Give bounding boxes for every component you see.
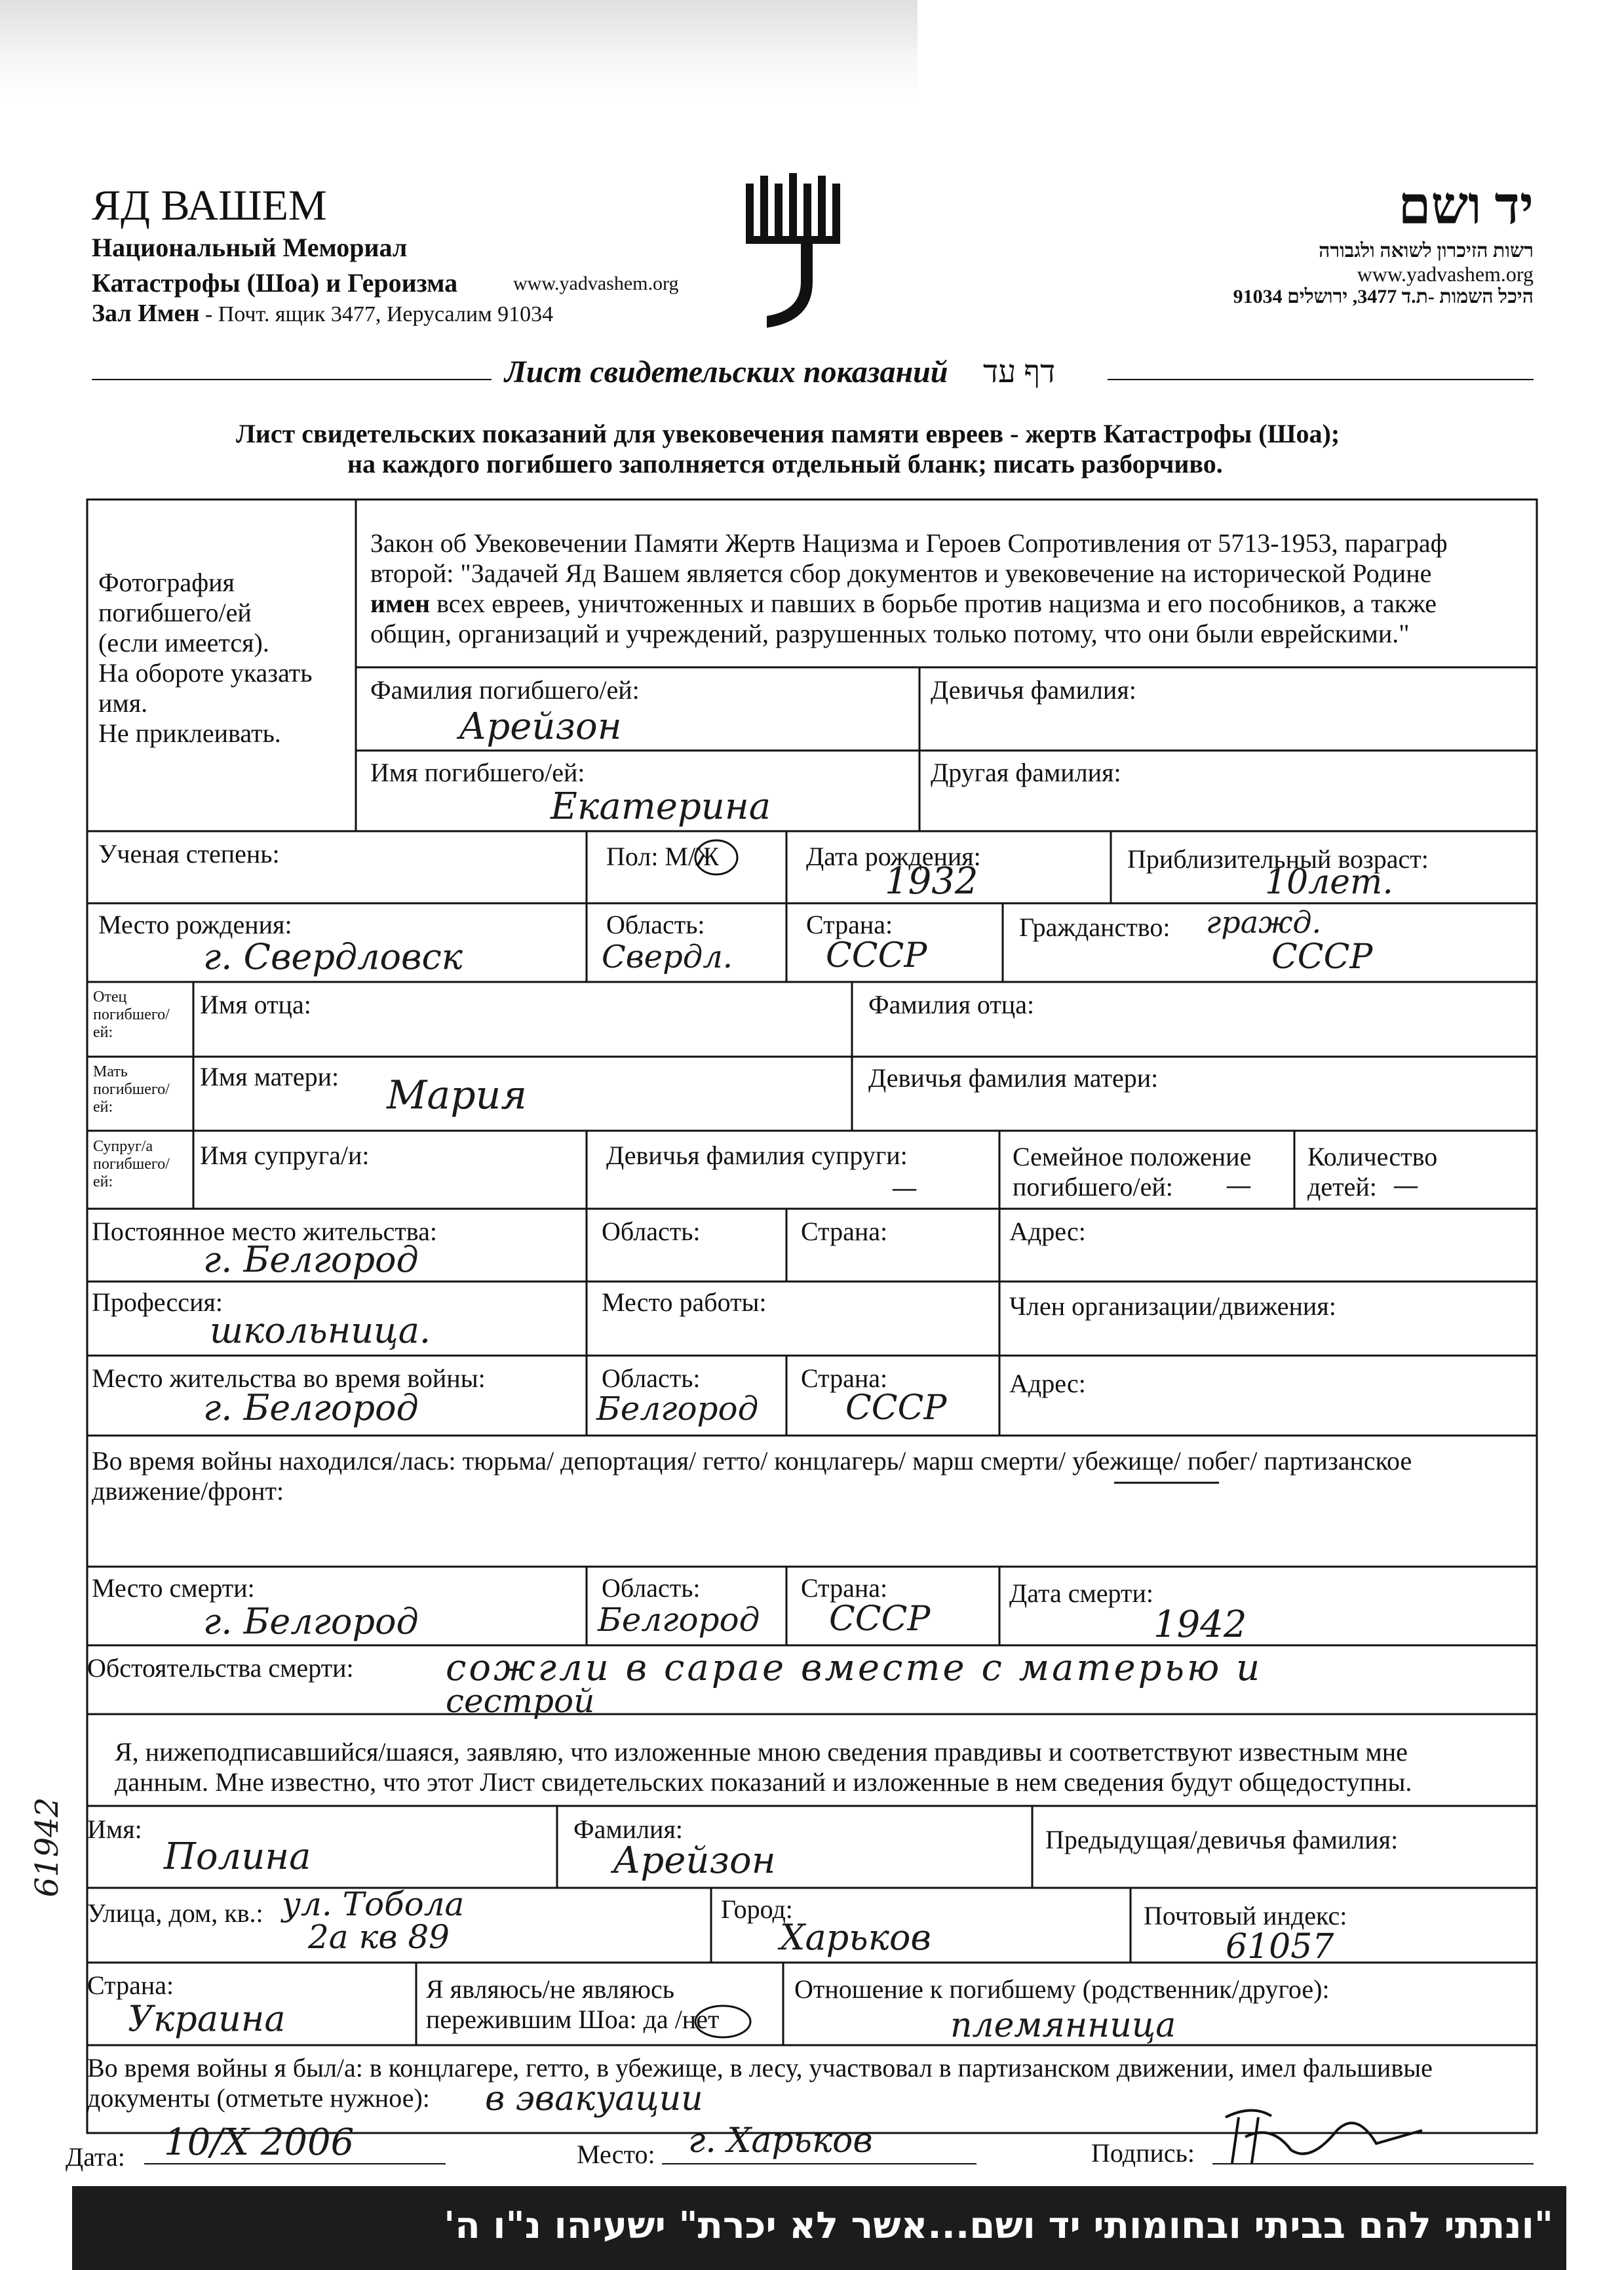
degree-label: Ученая степень: — [98, 839, 280, 869]
war-residence-value[interactable]: г. Белгород — [203, 1387, 419, 1428]
death-date-value[interactable]: 1942 — [1153, 1603, 1247, 1646]
death-circ-label: Обстоятельства смерти: — [87, 1653, 354, 1683]
zip-label: Почтовый индекс: — [1144, 1901, 1347, 1930]
marital-label-2: погибшего/ей: — [1013, 1172, 1173, 1202]
margin-number: 61942 — [29, 1797, 66, 1898]
perm-residence-label: Постоянное место жительства: — [92, 1217, 437, 1246]
death-circ-value-2[interactable]: сестрой — [446, 1682, 595, 1720]
spouse-maiden-value[interactable]: — — [891, 1173, 918, 1203]
header-line-2: Катастрофы (Шоа) и Героизма — [92, 268, 458, 298]
photo-box-line-3: (если имеется). — [98, 628, 269, 657]
member-label: Член организации/движения: — [1009, 1291, 1336, 1321]
death-country-label: Страна: — [801, 1573, 888, 1603]
law-text — [370, 528, 1448, 649]
perm-country-label: Страна: — [801, 1217, 888, 1246]
submitter-country-value[interactable]: Украина — [128, 1998, 286, 2039]
spouse-maiden-label: Девичья фамилия супруги: — [606, 1141, 908, 1170]
website-right: www.yadvashem.org — [1357, 262, 1534, 286]
submitter-name-value[interactable]: Полина — [164, 1835, 311, 1878]
birth-region-value[interactable]: Свердл. — [602, 939, 733, 975]
declaration-text — [115, 1737, 1412, 1797]
header-line-3-bold: Зал Имен — [92, 300, 200, 327]
relation-value[interactable]: племянница — [950, 2006, 1176, 2045]
marital-value[interactable]: — — [1226, 1171, 1252, 1201]
submitter-name-label: Имя: — [87, 1814, 142, 1844]
death-place-value[interactable]: г. Белгород — [203, 1601, 419, 1642]
birthplace-label: Место рождения: — [98, 910, 292, 939]
header-line-1: Национальный Мемориал — [92, 233, 408, 262]
death-place-label: Место смерти: — [92, 1573, 255, 1603]
birth-region-label: Область: — [606, 910, 705, 939]
photo-box-line-5: имя. — [98, 688, 148, 718]
survivor-label-1: Я являюсь/не являюсь — [426, 1974, 674, 2004]
city-value[interactable]: Харьков — [780, 1917, 931, 1958]
birthplace-value[interactable]: г. Свердловск — [203, 936, 463, 977]
death-circ-value-1[interactable]: сожгли в сарае вместе с матерью и — [446, 1647, 1263, 1689]
war-country-label: Страна: — [801, 1363, 888, 1393]
mother-name-value[interactable]: Мария — [387, 1072, 527, 1118]
law-line-3 — [370, 589, 1448, 619]
war-status-line-1: Во время войны находился/лась: тюрьма/ депортация/ гетто/ концлагерь/ марш смерти/ убежище/ побег/ партизанское — [92, 1446, 1412, 1476]
banner-text: "ונתתי להם בביתי ובחומותי יד ושם...אשר לא יכרת" ישעיהו נ"ו ה' — [444, 2204, 1553, 2247]
citizenship-label: Гражданство: — [1019, 912, 1170, 942]
war-country-value[interactable]: СССР — [845, 1388, 947, 1428]
law-line-1: Закон об Увековечении Памяти Жертв Нацизма и Героев Сопротивления от 5713-1953, параграф — [370, 528, 1448, 558]
perm-region-label: Область: — [602, 1217, 701, 1246]
declaration-line-1: Я, нижеподписавшийся/шаяся, заявляю, что изложенные мною сведения правдивы и соответствуют известным мне — [115, 1737, 1408, 1767]
age-label: Приблизительный возраст: — [1127, 844, 1429, 874]
law-line-4: общин, организаций и учреждений, разрушенных только потому, что они были еврейскими." — [370, 619, 1410, 648]
form-title-hebrew: דף עד — [983, 355, 1056, 389]
age-value[interactable]: 10лет. — [1265, 863, 1393, 902]
place-value[interactable]: г. Харьков — [688, 2121, 873, 2161]
photo-box-line-4: На обороте указать — [98, 658, 313, 688]
father-surname-label: Фамилия отца: — [868, 990, 1035, 1019]
date-value[interactable]: 10/X 2006 — [164, 2121, 355, 2164]
street-value-1[interactable]: ул. Тобола — [282, 1885, 465, 1923]
submitter-country-label: Страна: — [87, 1970, 174, 2000]
header-line-3-rest: - Почт. ящик 3477, Иерусалим 91034 — [199, 302, 554, 326]
submitter-war-label-2: документы (отметьте нужное): — [87, 2083, 430, 2113]
submitter-surname-label: Фамилия: — [573, 1814, 683, 1844]
hebrew-line-3: היכל השמות -ת.ד 3477, ירושלים 91034 — [1233, 286, 1534, 307]
perm-residence-value[interactable]: г. Белгород — [203, 1239, 419, 1280]
spouse-side-label: Супруг/а погибшего/ ей: — [93, 1138, 170, 1190]
declaration-line-2: данным. Мне известно, что этот Лист свидетельских показаний и изложенные в нем сведения будут общедоступны. — [115, 1767, 1412, 1797]
city-label: Город: — [721, 1894, 793, 1924]
profession-value[interactable]: школьница. — [210, 1310, 431, 1351]
children-label-2: детей: — [1307, 1172, 1377, 1202]
dob-value[interactable]: 1932 — [885, 860, 978, 903]
place-label: Место: — [577, 2140, 655, 2169]
relation-label: Отношение к погибшему (родственник/другое): — [794, 1974, 1330, 2004]
place-line — [662, 2163, 976, 2164]
perm-address-label: Адрес: — [1009, 1217, 1086, 1246]
war-address-label: Адрес: — [1009, 1369, 1086, 1398]
zip-value[interactable]: 61057 — [1226, 1927, 1334, 1967]
war-region-value[interactable]: Белгород — [596, 1390, 759, 1428]
mother-side-label: Мать погибшего/ ей: — [93, 1063, 170, 1116]
law-line-3-bold: имен — [370, 589, 431, 618]
submitter-war-value[interactable]: в эвакуации — [485, 2079, 703, 2119]
intro-line-1: Лист свидетельских показаний для увековечения памяти евреев - жертв Катастрофы (Шоа); — [236, 419, 1340, 448]
citizenship-value-1[interactable]: гражд. — [1206, 905, 1322, 940]
signature — [1212, 2098, 1435, 2170]
victim-surname-label: Фамилия погибшего/ей: — [370, 675, 640, 705]
mother-maiden-label: Девичья фамилия матери: — [868, 1063, 1159, 1093]
victim-surname-value[interactable]: Арейзон — [459, 705, 622, 748]
submitter-prev-label: Предыдущая/девичья фамилия: — [1045, 1825, 1399, 1854]
war-region-label: Область: — [602, 1363, 701, 1393]
victim-name-label: Имя погибшего/ей: — [370, 758, 585, 787]
dob-label: Дата рождения: — [806, 842, 981, 871]
website-left: www.yadvashem.org — [513, 273, 679, 294]
citizenship-value-2[interactable]: СССР — [1271, 937, 1373, 977]
birth-country-value[interactable]: СССР — [826, 936, 927, 975]
father-side-label: Отец погибшего/ ей: — [93, 988, 170, 1041]
submitter-surname-value[interactable]: Арейзон — [613, 1839, 776, 1882]
father-name-label: Имя отца: — [200, 990, 311, 1019]
org-name-hebrew: יד ושם — [1398, 178, 1534, 235]
law-line-2: второй: "Задачей Яд Вашем является сбор документов и увековечение на исторической Родине — [370, 558, 1432, 588]
workplace-label: Место работы: — [602, 1287, 767, 1317]
survivor-label — [426, 1974, 719, 2035]
death-date-label: Дата смерти: — [1009, 1578, 1154, 1608]
street-value-2[interactable]: 2а кв 89 — [308, 1918, 450, 1956]
mother-name-label: Имя матери: — [200, 1062, 339, 1091]
sex-label: Пол: М/Ж — [606, 842, 719, 871]
law-line-3-rest: всех евреев, уничтоженных и павших в борьбе против нацизма и его пособников, а также — [430, 589, 1437, 618]
photo-box-line-6: Не приклеивать. — [98, 718, 281, 748]
war-status-line-2: движение/фронт: — [92, 1476, 284, 1506]
org-name-russian: ЯД ВАШЕМ — [92, 182, 327, 229]
victim-maiden-label: Девичья фамилия: — [931, 675, 1136, 705]
street-label: Улица, дом, кв.: — [87, 1898, 263, 1928]
children-value[interactable]: — — [1393, 1171, 1419, 1201]
hebrew-line-1: רשות הזיכרון לשואה ולגבורה — [1319, 240, 1534, 262]
death-region-label: Область: — [602, 1573, 701, 1603]
submitter-war-label-1: Во время войны я был/а: в концлагере, гетто, в убежище, в лесу, участвовал в партизанском движении, имел фальшивые — [87, 2053, 1433, 2083]
death-region-value[interactable]: Белгород — [598, 1601, 760, 1639]
profession-label: Профессия: — [92, 1287, 223, 1317]
photo-box-label — [98, 568, 313, 749]
photo-box-line-2: погибшего/ей — [98, 598, 252, 627]
marital-label — [1013, 1142, 1251, 1202]
date-label: Дата: — [66, 2142, 125, 2172]
form-title: Лист свидетельских показаний — [505, 355, 948, 389]
children-label-1: Количество — [1307, 1142, 1438, 1171]
marital-label-1: Семейное положение — [1013, 1142, 1252, 1171]
spouse-name-label: Имя супруга/и: — [200, 1141, 370, 1170]
bottom-banner — [72, 2186, 1566, 2270]
intro-line-2: на каждого погибшего заполняется отдельный бланк; писать разборчиво. — [347, 449, 1223, 479]
victim-name-value[interactable]: Екатерина — [551, 785, 771, 828]
other-surname-label: Другая фамилия: — [931, 758, 1121, 787]
war-status-text — [92, 1446, 1412, 1506]
signature-label: Подпись: — [1091, 2138, 1195, 2168]
war-residence-label: Место жительства во время войны: — [92, 1363, 486, 1393]
birth-country-label: Страна: — [806, 910, 893, 939]
photo-box-line-1: Фотография — [98, 568, 235, 597]
death-country-value[interactable]: СССР — [829, 1599, 931, 1639]
survivor-label-2: пережившим Шоа: да /нет — [426, 2005, 720, 2034]
